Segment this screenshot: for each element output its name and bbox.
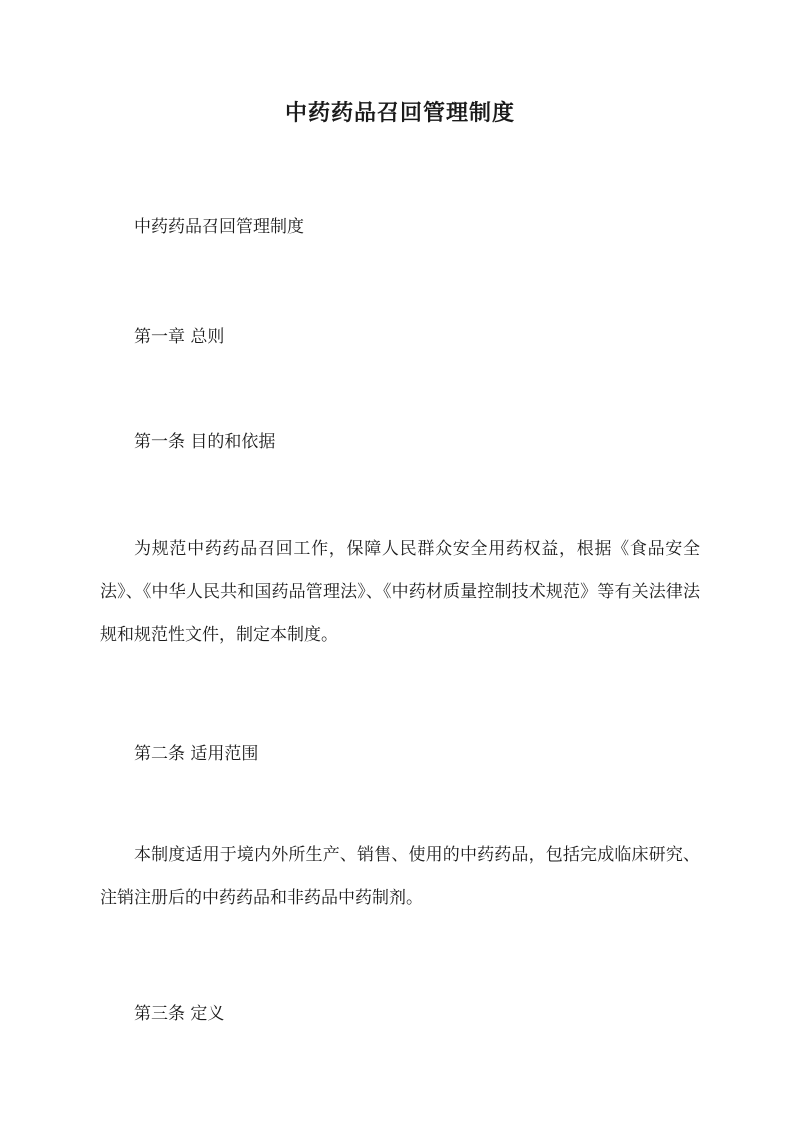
article-2-heading: 第二条 适用范围: [134, 744, 259, 764]
article-1-heading: 第一条 目的和依据: [134, 432, 276, 452]
article-3-heading: 第三条 定义: [134, 1004, 225, 1024]
article-1-body: 为规范中药药品召回工作，保障人民群众安全用药权益，根据《食品安全法》、《中华人民共和国药品管理法》、《中药材质量控制技术规范》等有关法律法规和规范性文件，制定本制度。: [100, 539, 700, 645]
article-2-body: 本制度适用于境内外所生产、销售、使用的中药药品，包括完成临床研究、注销注册后的中药药品和非药品中药制剂。: [100, 845, 700, 908]
document-title: 中药药品召回管理制度: [284, 100, 515, 126]
chapter-heading: 第一章 总则: [134, 327, 225, 347]
document-subtitle: 中药药品召回管理制度: [134, 217, 304, 237]
